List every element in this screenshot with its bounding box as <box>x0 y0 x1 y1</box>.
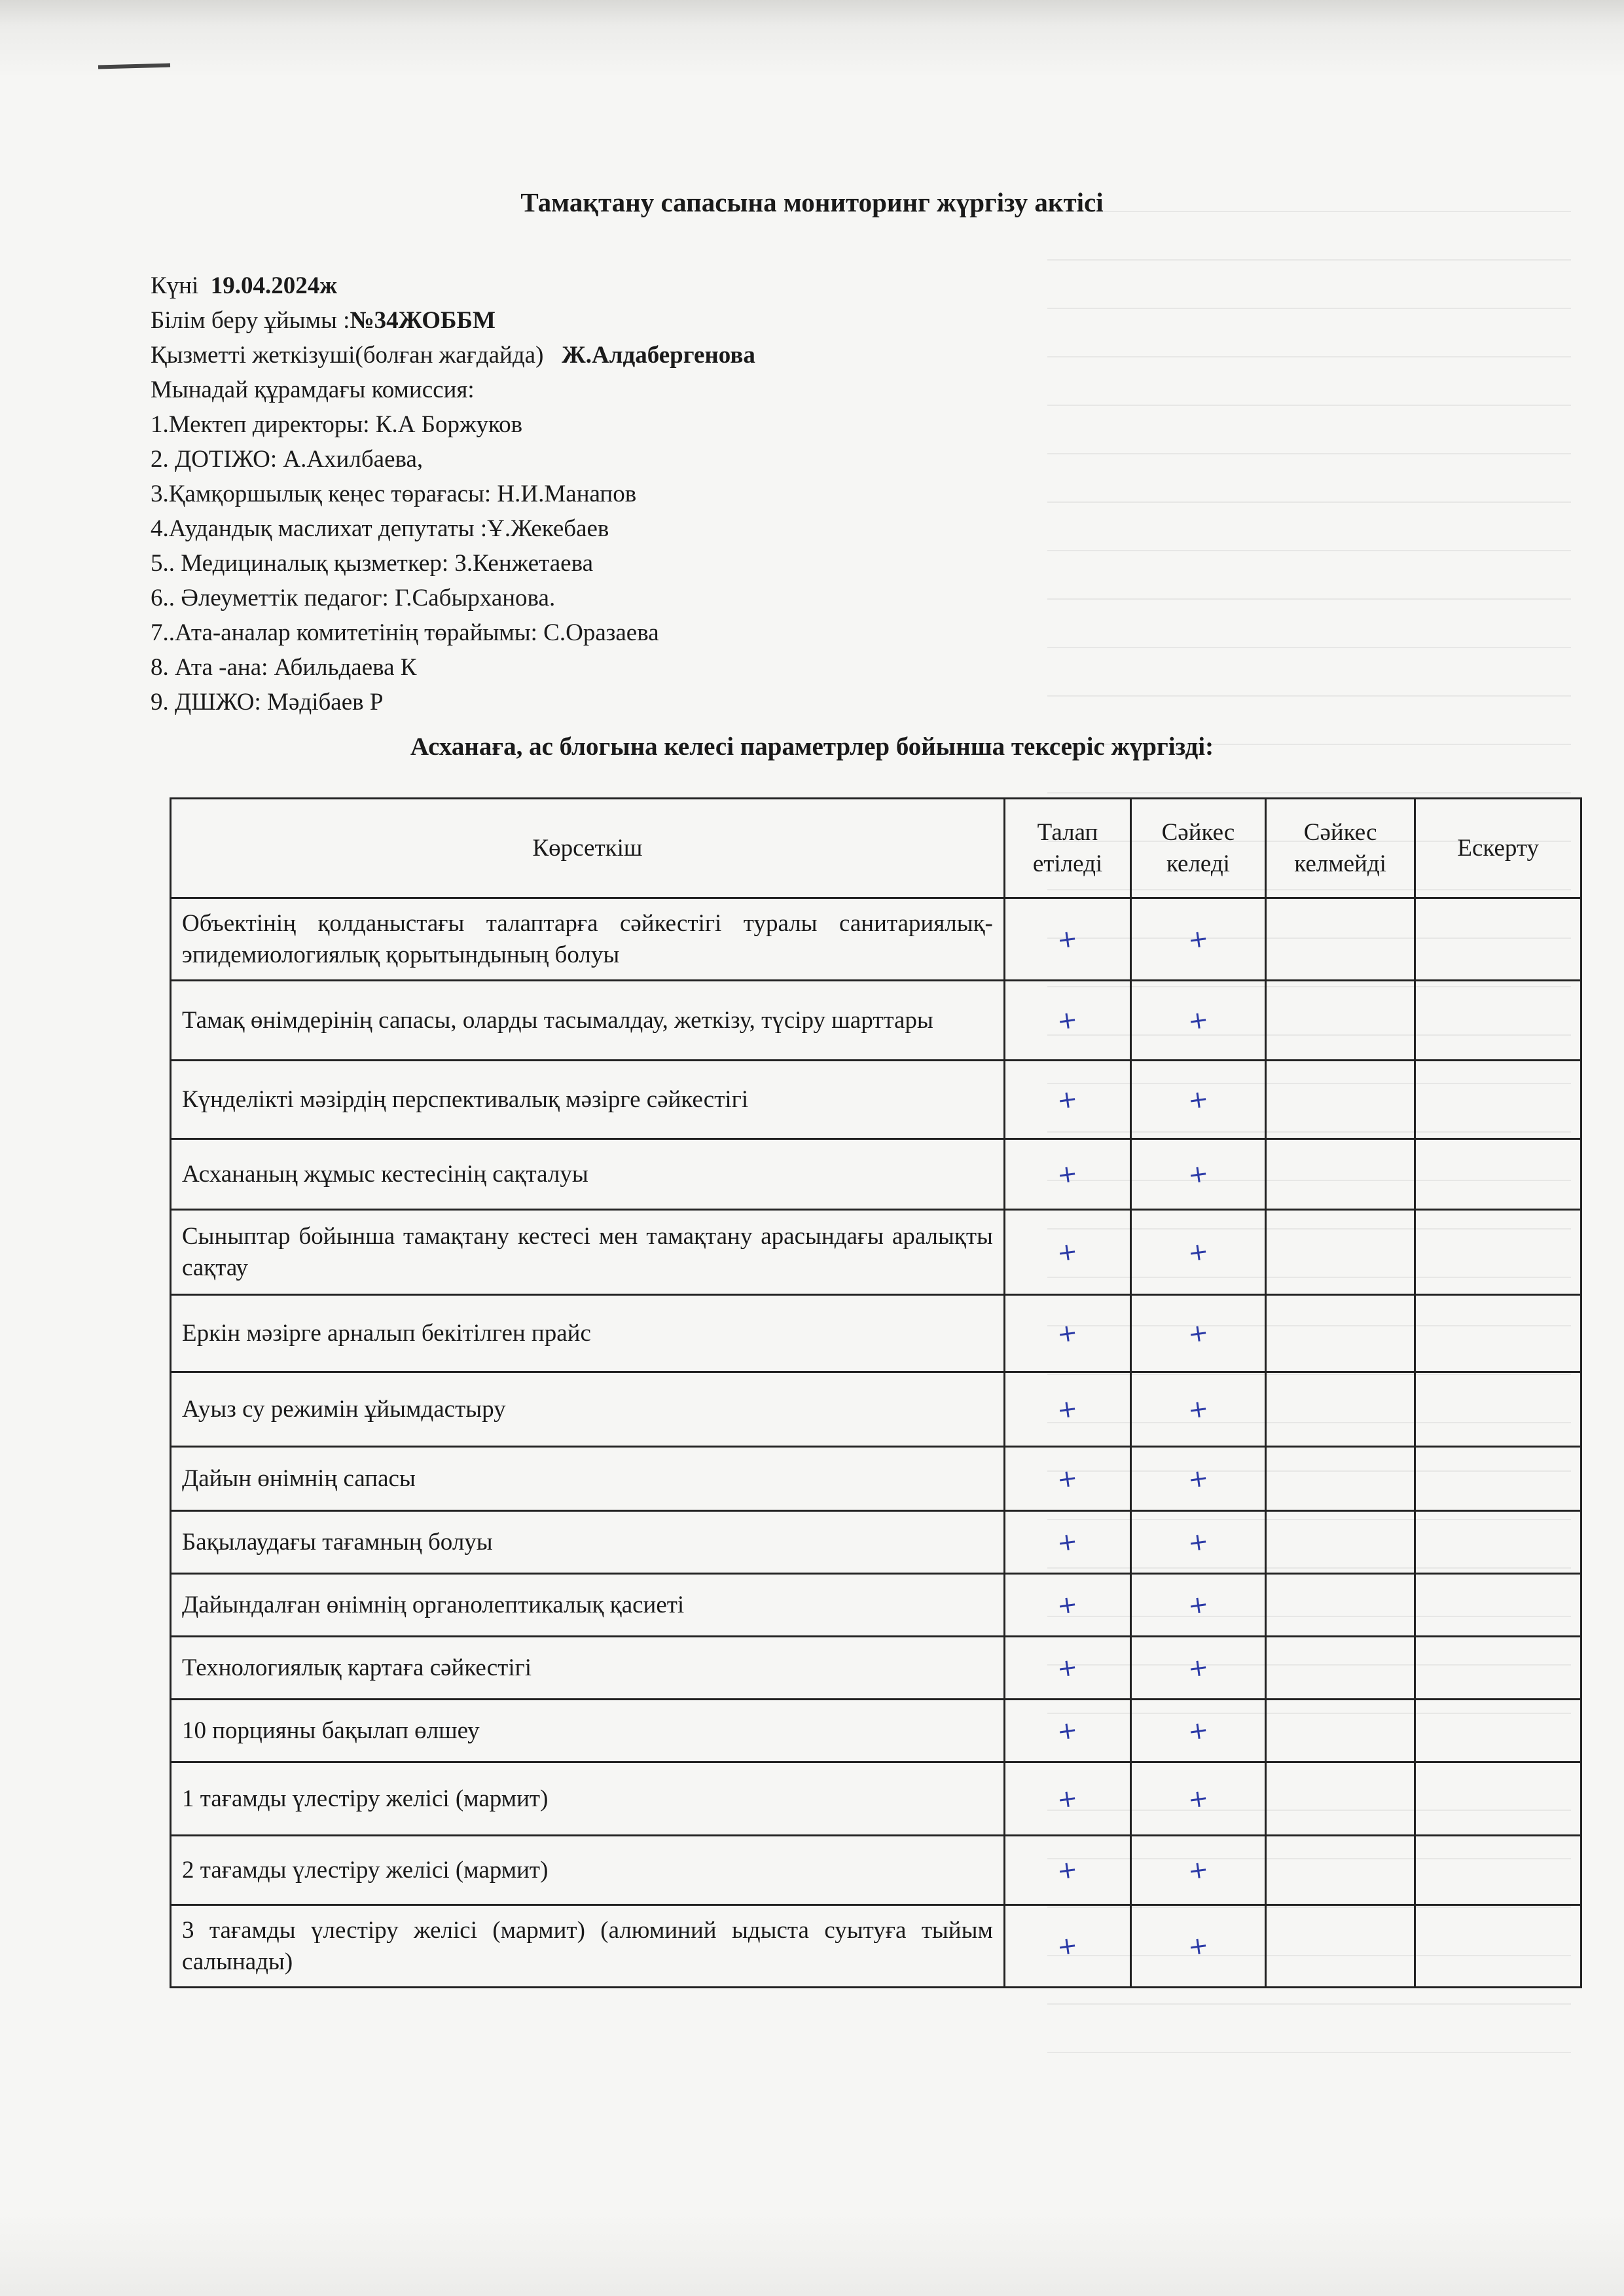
date-line <box>151 268 1263 303</box>
row-indicator: Тамақ өнімдерінің сапасы, оларды тасымалдау, жеткізу, түсіру шарттары <box>171 981 1005 1061</box>
row-compliant-mark <box>1131 1574 1266 1637</box>
org-line <box>151 303 1263 338</box>
row-note <box>1415 898 1581 981</box>
row-indicator: 10 порцияны бақылап өлшеу <box>171 1700 1005 1762</box>
handwritten-plus-mark: + <box>1186 1393 1210 1425</box>
row-noncompliant-mark <box>1265 1762 1415 1836</box>
supplier-line <box>151 338 1263 373</box>
row-compliant-mark <box>1131 1372 1266 1447</box>
row-compliant-mark <box>1131 1061 1266 1139</box>
row-note <box>1415 1372 1581 1447</box>
table-row <box>171 1139 1581 1210</box>
row-compliant-mark <box>1131 981 1266 1061</box>
inspection-table <box>170 797 1582 1988</box>
row-required-mark <box>1004 1061 1130 1139</box>
date-value: 19.04.2024ж <box>210 272 338 299</box>
table-row <box>171 1511 1581 1574</box>
header-noncompliant: Сәйкес келмейді <box>1265 799 1415 898</box>
section-subtitle: Асханаға, ас блогына келесі параметрлер бойынша тексеріс жүргізді: <box>410 733 1214 761</box>
table-row <box>171 1295 1581 1372</box>
row-note <box>1415 1762 1581 1836</box>
row-noncompliant-mark <box>1265 1637 1415 1700</box>
row-noncompliant-mark <box>1265 1061 1415 1139</box>
row-noncompliant-mark <box>1265 898 1415 981</box>
row-note <box>1415 1511 1581 1574</box>
row-note <box>1415 1905 1581 1988</box>
commission-member: 6.. Әлеуметтік педагог: Г.Сабырханова. <box>151 585 556 611</box>
row-indicator: Дайын өнімнің сапасы <box>171 1447 1005 1511</box>
handwritten-plus-mark: + <box>1186 1463 1210 1494</box>
row-compliant-mark <box>1131 1762 1266 1836</box>
row-required-mark <box>1004 1447 1130 1511</box>
handwritten-plus-mark: + <box>1055 1158 1080 1190</box>
row-required-mark <box>1004 1574 1130 1637</box>
row-indicator: Технологиялық картаға сәйкестігі <box>171 1637 1005 1700</box>
table-row <box>171 1637 1581 1700</box>
row-note <box>1415 1637 1581 1700</box>
row-required-mark <box>1004 1210 1130 1295</box>
row-indicator: Объектінің қолданыстағы талаптарға сәйкестігі туралы санитариялық-эпидемиологиялық қорытындының болуы <box>171 898 1005 981</box>
row-note <box>1415 1061 1581 1139</box>
row-noncompliant-mark <box>1265 1447 1415 1511</box>
commission-member: 5.. Медициналық қызметкер: З.Кенжетаева <box>151 550 594 577</box>
row-compliant-mark <box>1131 1447 1266 1511</box>
commission-member: 9. ДШЖО: Мәдібаев Р <box>151 689 384 716</box>
handwritten-plus-mark: + <box>1186 1652 1210 1683</box>
supplier-label: Қызметті жеткізуші(болған жағдайда) <box>151 342 544 369</box>
row-compliant-mark <box>1131 1836 1266 1905</box>
handwritten-plus-mark: + <box>1055 1236 1080 1267</box>
row-required-mark <box>1004 1511 1130 1574</box>
row-required-mark <box>1004 1637 1130 1700</box>
table-row <box>171 981 1581 1061</box>
row-noncompliant-mark <box>1265 1511 1415 1574</box>
commission-member: 8. Ата -ана: Абильдаева К <box>151 654 417 681</box>
commission-member: 3.Қамқоршылық кеңес төрағасы: Н.И.Манапов <box>151 481 637 507</box>
row-noncompliant-mark <box>1265 1905 1415 1988</box>
row-noncompliant-mark <box>1265 1700 1415 1762</box>
row-required-mark <box>1004 1700 1130 1762</box>
header-required: Талап етіледі <box>1004 799 1130 898</box>
org-value: №34ЖОББМ <box>350 307 496 334</box>
row-indicator: Ауыз су режимін ұйымдастыру <box>171 1372 1005 1447</box>
header-indicator: Көрсеткіш <box>171 799 1005 898</box>
row-required-mark <box>1004 1836 1130 1905</box>
table-row <box>171 1700 1581 1762</box>
row-indicator: 3 тағамды үлестіру желісі (мармит) (алюминий ыдыста суытуға тыйым салынады) <box>171 1905 1005 1988</box>
handwritten-plus-mark: + <box>1055 1463 1080 1494</box>
row-compliant-mark <box>1131 1295 1266 1372</box>
row-compliant-mark <box>1131 1905 1266 1988</box>
supplier-value: Ж.Алдабергенова <box>562 342 755 369</box>
page-title: Тамақтану сапасына мониторинг жүргізу актісі <box>520 187 1104 217</box>
row-noncompliant-mark <box>1265 1139 1415 1210</box>
row-note <box>1415 1836 1581 1905</box>
commission-member: 4.Аудандық маслихат депутаты :Ұ.Жекебаев <box>151 515 609 542</box>
handwritten-plus-mark: + <box>1186 923 1210 955</box>
handwritten-plus-mark: + <box>1055 1783 1080 1814</box>
row-required-mark <box>1004 1139 1130 1210</box>
date-label: Күні <box>151 272 199 299</box>
commission-member: 7..Ата-аналар комитетінің төрайымы: С.Оразаева <box>151 619 659 646</box>
handwritten-plus-mark: + <box>1055 1526 1080 1558</box>
row-compliant-mark <box>1131 1139 1266 1210</box>
row-noncompliant-mark <box>1265 1372 1415 1447</box>
handwritten-plus-mark: + <box>1055 1084 1080 1115</box>
handwritten-plus-mark: + <box>1055 1589 1080 1620</box>
table-header-row <box>171 799 1581 898</box>
row-note <box>1415 1447 1581 1511</box>
row-indicator: Бақылаудағы тағамның болуы <box>171 1511 1005 1574</box>
table-row <box>171 1447 1581 1511</box>
row-required-mark <box>1004 981 1130 1061</box>
handwritten-plus-mark: + <box>1186 1084 1210 1115</box>
row-required-mark <box>1004 1295 1130 1372</box>
handwritten-plus-mark: + <box>1055 1715 1080 1746</box>
table-row <box>171 1210 1581 1295</box>
org-label: Білім беру ұйымы : <box>151 307 350 334</box>
handwritten-plus-mark: + <box>1055 1652 1080 1683</box>
handwritten-plus-mark: + <box>1055 923 1080 955</box>
table-row <box>171 1905 1581 1988</box>
handwritten-plus-mark: + <box>1186 1004 1210 1036</box>
row-note <box>1415 1295 1581 1372</box>
row-compliant-mark <box>1131 1210 1266 1295</box>
row-compliant-mark <box>1131 898 1266 981</box>
header-block <box>151 268 1263 720</box>
row-noncompliant-mark <box>1265 1295 1415 1372</box>
row-note <box>1415 981 1581 1061</box>
row-compliant-mark <box>1131 1637 1266 1700</box>
row-indicator: 1 тағамды үлестіру желісі (мармит) <box>171 1762 1005 1836</box>
row-required-mark <box>1004 1762 1130 1836</box>
commission-intro: Мынадай құрамдағы комиссия: <box>151 376 475 403</box>
table-row <box>171 898 1581 981</box>
row-required-mark <box>1004 1905 1130 1988</box>
commission-member: 2. ДОТІЖО: А.Ахилбаева, <box>151 446 424 473</box>
row-noncompliant-mark <box>1265 1574 1415 1637</box>
commission-member: 1.Мектеп директоры: К.А Боржуков <box>151 411 523 438</box>
row-required-mark <box>1004 1372 1130 1447</box>
row-noncompliant-mark <box>1265 981 1415 1061</box>
table-body <box>171 898 1581 1988</box>
row-note <box>1415 1139 1581 1210</box>
handwritten-plus-mark: + <box>1055 1393 1080 1425</box>
handwritten-plus-mark: + <box>1055 1004 1080 1036</box>
row-indicator: Асхананың жұмыс кестесінің сақталуы <box>171 1139 1005 1210</box>
row-indicator: Дайындалған өнімнің органолептикалық қасиеті <box>171 1574 1005 1637</box>
row-note <box>1415 1210 1581 1295</box>
handwritten-plus-mark: + <box>1055 1930 1080 1961</box>
header-note: Ескерту <box>1415 799 1581 898</box>
handwritten-plus-mark: + <box>1055 1317 1080 1349</box>
handwritten-plus-mark: + <box>1186 1236 1210 1267</box>
row-note <box>1415 1700 1581 1762</box>
row-noncompliant-mark <box>1265 1836 1415 1905</box>
row-indicator: Күнделікті мәзірдің перспективалық мәзірге сәйкестігі <box>171 1061 1005 1139</box>
table-row <box>171 1836 1581 1905</box>
row-note <box>1415 1574 1581 1637</box>
table-row <box>171 1061 1581 1139</box>
table-row <box>171 1762 1581 1836</box>
table-row <box>171 1372 1581 1447</box>
handwritten-plus-mark: + <box>1186 1854 1210 1886</box>
row-required-mark <box>1004 898 1130 981</box>
header-compliant: Сәйкес келеді <box>1131 799 1266 898</box>
handwritten-plus-mark: + <box>1186 1783 1210 1814</box>
handwritten-plus-mark: + <box>1186 1930 1210 1961</box>
row-compliant-mark <box>1131 1511 1266 1574</box>
handwritten-plus-mark: + <box>1186 1715 1210 1746</box>
row-indicator: Еркін мәзірге арналып бекітілген прайс <box>171 1295 1005 1372</box>
handwritten-plus-mark: + <box>1186 1526 1210 1558</box>
handwritten-plus-mark: + <box>1186 1589 1210 1620</box>
handwritten-plus-mark: + <box>1186 1158 1210 1190</box>
row-indicator: Сыныптар бойынша тамақтану кестесі мен тамақтану арасындағы аралықты сақтау <box>171 1210 1005 1295</box>
row-compliant-mark <box>1131 1700 1266 1762</box>
row-noncompliant-mark <box>1265 1210 1415 1295</box>
handwritten-plus-mark: + <box>1186 1317 1210 1349</box>
table-row <box>171 1574 1581 1637</box>
handwritten-plus-mark: + <box>1055 1854 1080 1886</box>
row-indicator: 2 тағамды үлестіру желісі (мармит) <box>171 1836 1005 1905</box>
